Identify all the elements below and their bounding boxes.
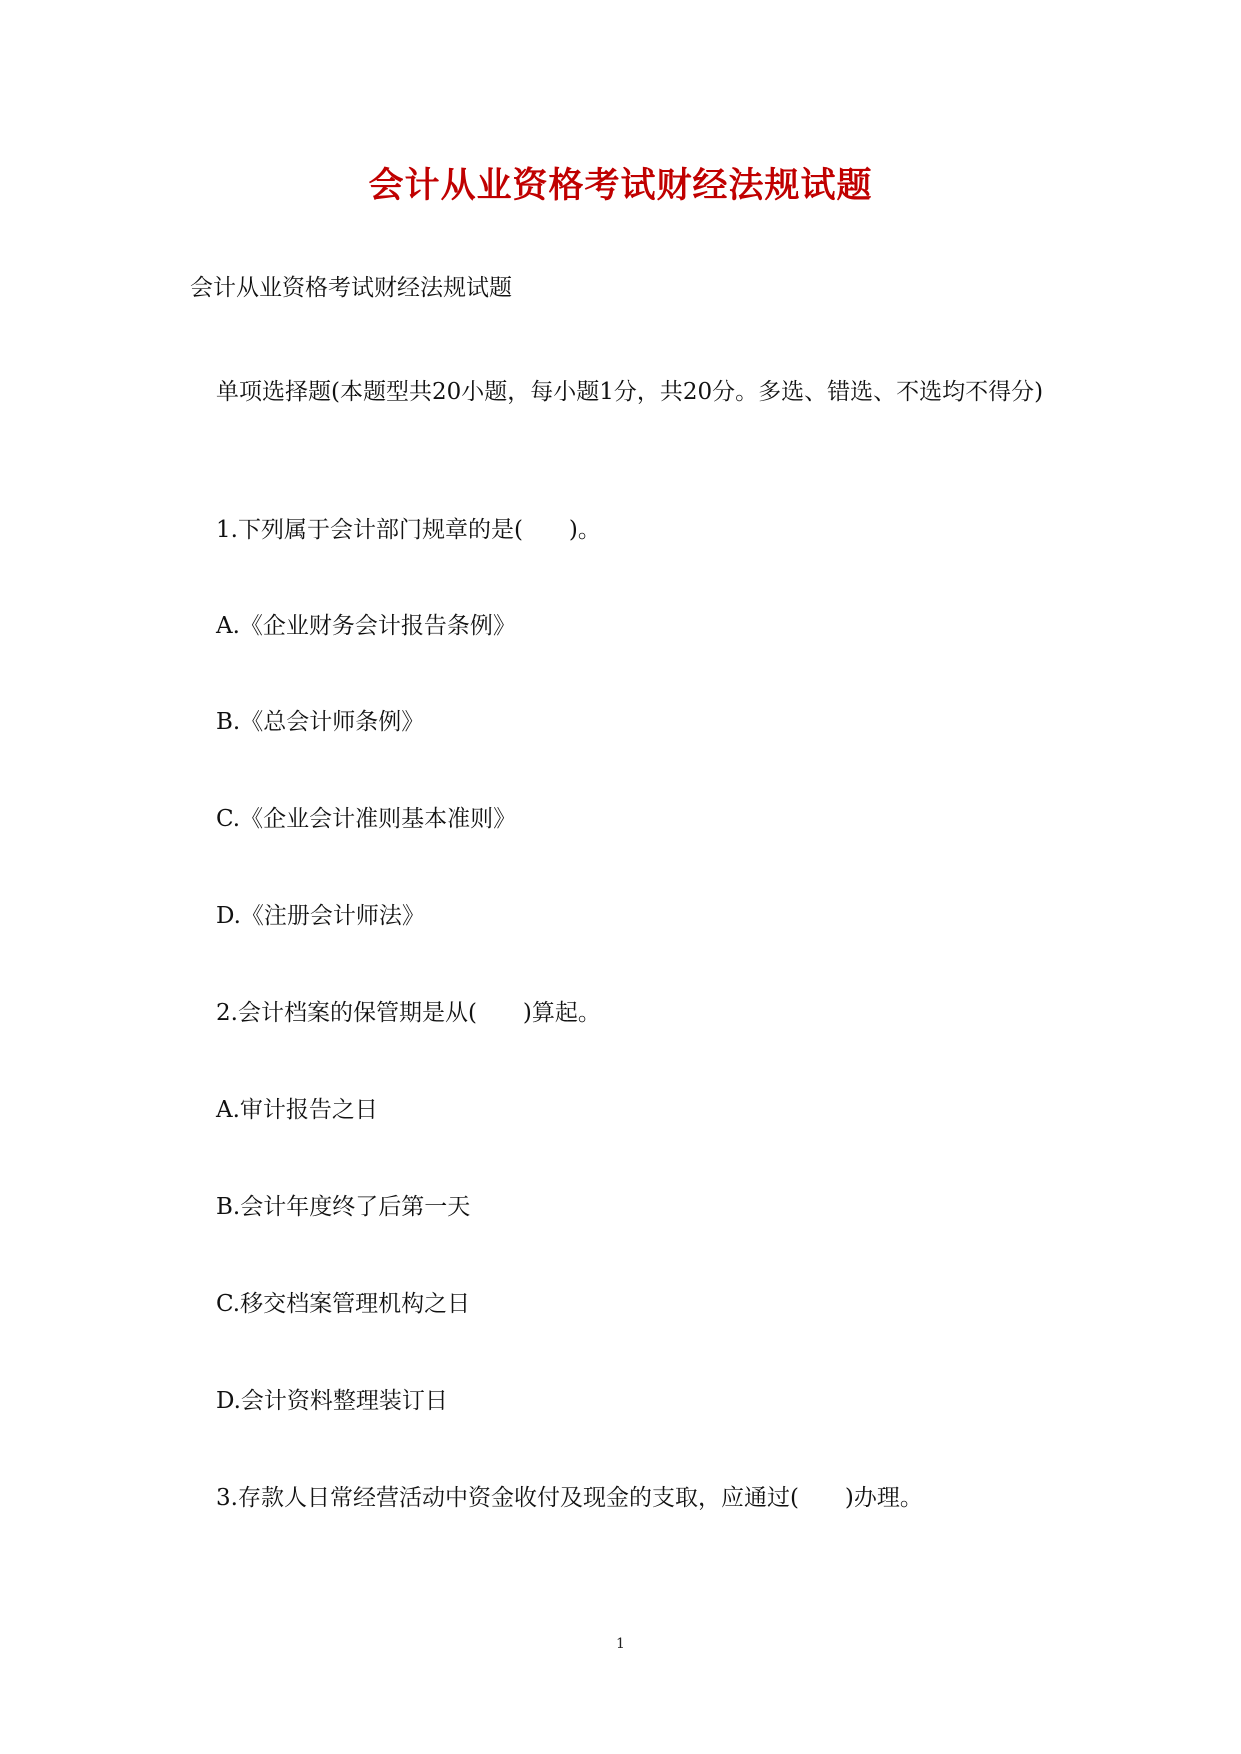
document-subtitle: 会计从业资格考试财经法规试题 (190, 275, 512, 301)
question-1-option-a: A.《企业财务会计报告条例》 (216, 613, 516, 639)
question-1-option-c: C.《企业会计准则基本准则》 (216, 806, 517, 832)
question-1-option-d: D.《注册会计师法》 (216, 903, 425, 929)
question-2-option-c: C.移交档案管理机构之日 (216, 1291, 471, 1317)
question-2-stem: 2.会计档案的保管期是从( )算起。 (216, 1000, 601, 1026)
question-1-option-b: B.《总会计师条例》 (216, 709, 425, 735)
section-intro: 单项选择题(本题型共20小题，每小题1分，共20分。多选、错选、不选均不得分) (216, 379, 1044, 405)
question-2-option-a: A.审计报告之日 (216, 1097, 378, 1123)
question-2-option-d: D.会计资料整理装订日 (216, 1388, 448, 1414)
question-2-option-b: B.会计年度终了后第一天 (216, 1194, 471, 1220)
question-1-stem: 1.下列属于会计部门规章的是( )。 (216, 517, 601, 543)
question-3-stem: 3.存款人日常经营活动中资金收付及现金的支取，应通过( )办理。 (216, 1485, 923, 1511)
page-number: 1 (616, 1636, 625, 1652)
document-title: 会计从业资格考试财经法规试题 (368, 166, 873, 206)
